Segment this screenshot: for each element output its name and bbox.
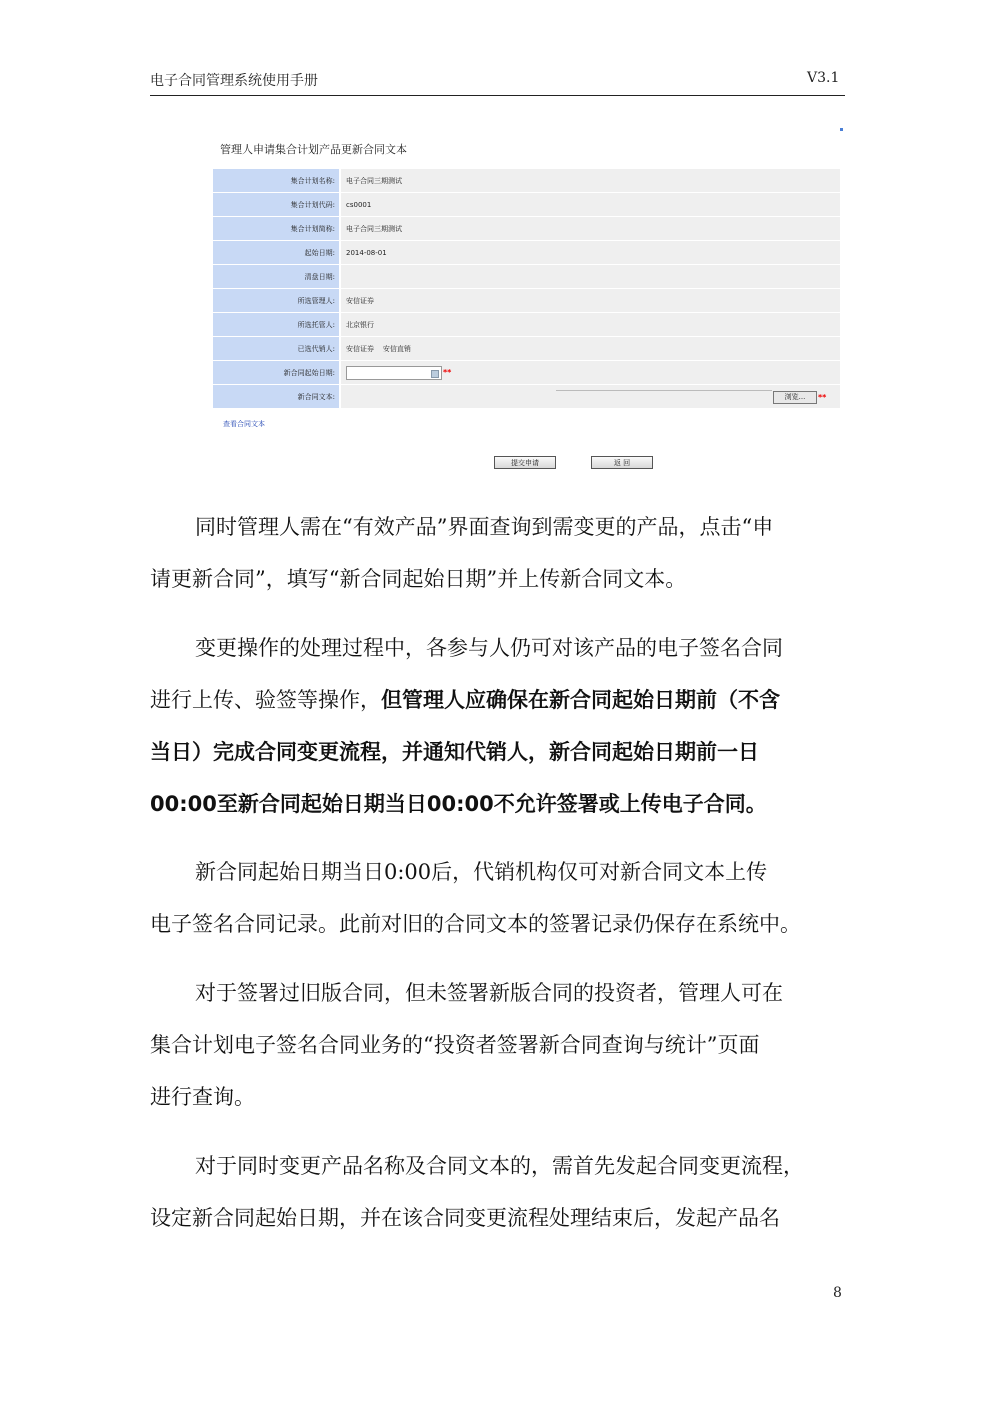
p4-line-1: 对于签署过旧版合同，但未签署新版合同的投资者，管理人可在 [195, 981, 783, 1005]
page-number: 8 [833, 1285, 842, 1301]
value-distributors: 安信证券 安信直销 [341, 337, 840, 360]
file-path-input[interactable] [556, 390, 772, 404]
value-plan-code: cs0001 [341, 193, 840, 216]
p2-line-3: 当日）完成合同变更流程，并通知代销人，新合同起始日期前一日 [150, 740, 759, 764]
form-table [213, 169, 840, 409]
paragraph-4 [150, 967, 850, 1123]
corner-marker [840, 128, 843, 131]
paragraph-1 [150, 501, 850, 605]
value-custodian: 北京银行 [341, 313, 840, 336]
paragraph-3 [150, 846, 850, 950]
label-liquidation-date: 清盘日期: [213, 265, 339, 288]
new-contract-start-date-input[interactable] [346, 366, 442, 380]
row-plan-name [213, 169, 840, 192]
row-custodian [213, 313, 840, 336]
header-rule [150, 95, 845, 96]
p1-line-1: 同时管理人需在“有效产品”界面查询到需变更的产品，点击“申 [195, 515, 774, 539]
required-mark: ** [818, 392, 827, 402]
row-plan-code [213, 193, 840, 216]
p2-line-2-normal: 进行上传、验签等操作， [150, 688, 381, 712]
p5-line-2: 设定新合同起始日期，并在该合同变更流程处理结束后，发起产品名 [150, 1206, 780, 1230]
p3-line-1: 新合同起始日期当日0:00后，代销机构仅可对新合同文本上传 [195, 860, 768, 884]
form-screenshot [213, 125, 845, 480]
label-plan-name: 集合计划名称: [213, 169, 339, 192]
label-start-date: 起始日期: [213, 241, 339, 264]
p2-line-2-bold: 但管理人应确保在新合同起始日期前（不含 [381, 688, 780, 712]
row-liquidation-date [213, 265, 840, 288]
p3-line-2: 电子签名合同记录。此前对旧的合同文本的签署记录仍保存在系统中。 [150, 912, 801, 936]
row-new-contract-start-date [213, 361, 840, 384]
paragraph-5 [150, 1140, 850, 1244]
value-plan-short-name: 电子合同三期测试 [341, 217, 840, 240]
label-new-contract-start-date: 新合同起始日期: [213, 361, 339, 384]
value-plan-name: 电子合同三期测试 [341, 169, 840, 192]
label-plan-short-name: 集合计划简称: [213, 217, 339, 240]
label-new-contract-file: 新合同文本: [213, 385, 339, 408]
p2-line-1: 变更操作的处理过程中，各参与人仍可对该产品的电子签名合同 [195, 636, 783, 660]
p2-line-2 [150, 674, 850, 726]
label-custodian: 所选托管人: [213, 313, 339, 336]
value-manager: 安信证券 [341, 289, 840, 312]
required-mark: ** [443, 368, 452, 377]
p5-line-1: 对于同时变更产品名称及合同文本的，需首先发起合同变更流程， [195, 1154, 804, 1178]
header-title: 电子合同管理系统使用手册 [150, 73, 318, 89]
submit-button[interactable]: 提交申请 [494, 456, 556, 469]
label-distributors: 已选代销人: [213, 337, 339, 360]
label-manager: 所选管理人: [213, 289, 339, 312]
browse-button[interactable]: 浏览... [773, 391, 817, 404]
calendar-icon[interactable] [431, 370, 439, 378]
row-start-date [213, 241, 840, 264]
row-distributors [213, 337, 840, 360]
back-button[interactable]: 返 回 [591, 456, 653, 469]
value-liquidation-date [341, 265, 840, 288]
row-plan-short-name [213, 217, 840, 240]
p2-line-4: 00:00至新合同起始日期当日00:00不允许签署或上传电子合同。 [150, 792, 767, 816]
view-contract-link[interactable]: 查看合同文本 [223, 420, 265, 428]
p1-line-2: 请更新合同”，填写“新合同起始日期”并上传新合同文本。 [150, 567, 687, 591]
p4-line-2: 集合计划电子签名合同业务的“投资者签署新合同查询与统计”页面 [150, 1033, 760, 1057]
row-new-contract-file [213, 385, 840, 408]
header-version: V3.1 [807, 70, 840, 86]
row-manager [213, 289, 840, 312]
p4-line-3: 进行查询。 [150, 1085, 255, 1109]
label-plan-code: 集合计划代码: [213, 193, 339, 216]
paragraph-2 [150, 622, 850, 830]
form-title: 管理人申请集合计划产品更新合同文本 [220, 143, 407, 156]
value-start-date: 2014-08-01 [341, 241, 840, 264]
